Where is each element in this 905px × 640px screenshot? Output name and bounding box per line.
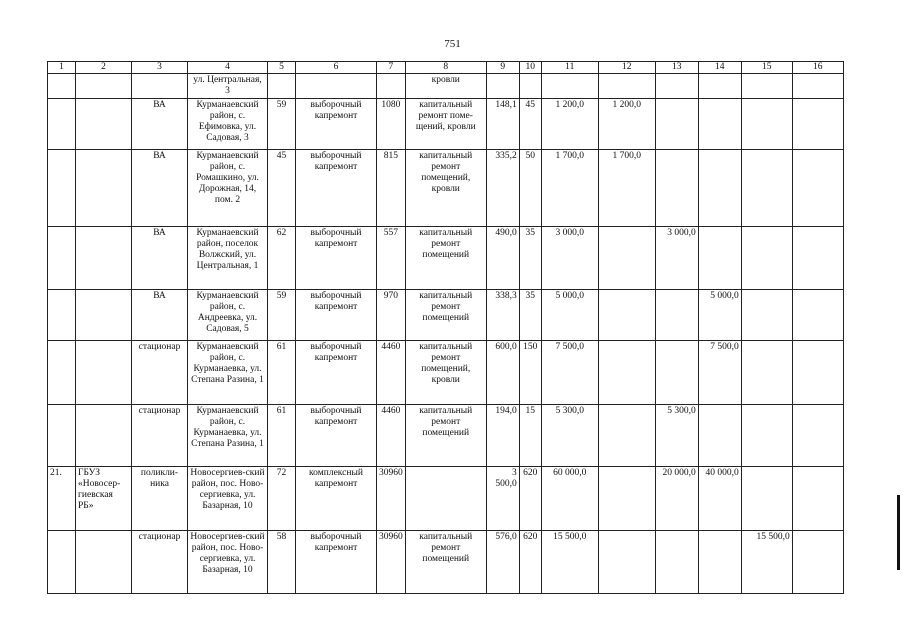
cell-empty xyxy=(132,74,188,99)
cell-address: Курманаевский район, с. Андреевка, ул. Садовая, 5 xyxy=(188,290,268,341)
scan-edge-mark xyxy=(897,495,900,570)
cell-total: 7 500,0 xyxy=(541,341,598,405)
cell-address: Курманаевский район, с. Курманаевка, ул. Степана Разина, 1 xyxy=(188,341,268,405)
cell-object-type: ВА xyxy=(132,290,188,341)
table-row xyxy=(48,150,844,227)
cell-2025 xyxy=(655,531,698,594)
cell-total: 3 000,0 xyxy=(541,227,598,290)
cell-empty xyxy=(76,74,132,99)
cell-2025: 5 300,0 xyxy=(655,405,698,467)
cell-work-type: капитальный ремонт помещений xyxy=(405,531,486,594)
cell-work-type: капитальный ремонт помещений xyxy=(405,405,486,467)
cell-total: 60 000,0 xyxy=(541,467,598,531)
cell-2026: 40 000,0 xyxy=(698,467,741,531)
cell-area: 30960 xyxy=(377,467,406,531)
cell-repair-type: выборочный капремонт xyxy=(296,405,377,467)
header-row xyxy=(48,62,844,74)
cell-empty xyxy=(296,74,377,99)
cell-volume: 3 500,0 xyxy=(486,467,519,531)
table-body xyxy=(48,62,844,594)
cell-object-type: поликли-ника xyxy=(132,467,188,531)
cell-area: 30960 xyxy=(377,531,406,594)
cell-volume: 148,1 xyxy=(486,99,519,150)
cell-index: 21. xyxy=(48,467,76,531)
cell-wear: 72 xyxy=(268,467,296,531)
cell-2025 xyxy=(655,290,698,341)
header-cell: 3 xyxy=(132,62,188,74)
cell-2025 xyxy=(655,341,698,405)
cell-area: 970 xyxy=(377,290,406,341)
cell-object-type: стационар xyxy=(132,341,188,405)
cell-work-type: капитальный ремонт поме-щений, кровли xyxy=(405,99,486,150)
cell-total: 5 300,0 xyxy=(541,405,598,467)
cell-institution xyxy=(76,99,132,150)
cell-area: 1080 xyxy=(377,99,406,150)
header-cell: 4 xyxy=(188,62,268,74)
cell-volume: 600,0 xyxy=(486,341,519,405)
cell-index xyxy=(48,150,76,227)
cell-area: 557 xyxy=(377,227,406,290)
cell-2027 xyxy=(741,99,792,150)
page-number: 751 xyxy=(444,38,461,50)
cell-volume: 335,2 xyxy=(486,150,519,227)
cell-repair-type: выборочный капремонт xyxy=(296,290,377,341)
cell-object-type: ВА xyxy=(132,227,188,290)
cell-beds: 35 xyxy=(519,227,541,290)
cell-volume: 194,0 xyxy=(486,405,519,467)
cell-2028 xyxy=(792,290,843,341)
cell-index xyxy=(48,99,76,150)
table-row xyxy=(48,227,844,290)
cell-2028 xyxy=(792,531,843,594)
cell-repair-type: выборочный капремонт xyxy=(296,227,377,290)
cell-work-type: кровли xyxy=(405,74,486,99)
cell-object-type: стационар xyxy=(132,531,188,594)
cell-beds: 50 xyxy=(519,150,541,227)
header-cell: 5 xyxy=(268,62,296,74)
cell-address: Курманаевский район, с. Ромашкино, ул. Дорожная, 14, пом. 2 xyxy=(188,150,268,227)
cell-work-type: капитальный ремонт помещений xyxy=(405,227,486,290)
cell-beds: 45 xyxy=(519,99,541,150)
cell-2024 xyxy=(598,467,655,531)
cell-beds: 620 xyxy=(519,467,541,531)
cell-empty xyxy=(519,74,541,99)
cell-2026: 7 500,0 xyxy=(698,341,741,405)
cell-wear: 61 xyxy=(268,341,296,405)
cell-address: Курманаевский район, поселок Волжский, ул. Центральная, 1 xyxy=(188,227,268,290)
cell-2026 xyxy=(698,227,741,290)
cell-area: 4460 xyxy=(377,405,406,467)
cell-2028 xyxy=(792,227,843,290)
cell-object-type: ВА xyxy=(132,150,188,227)
header-cell: 10 xyxy=(519,62,541,74)
cell-address: Курманаевский район, с. Ефимовка, ул. Садовая, 3 xyxy=(188,99,268,150)
cell-address: ул. Центральная, 3 xyxy=(188,74,268,99)
cell-2025 xyxy=(655,150,698,227)
cell-wear: 59 xyxy=(268,290,296,341)
cell-2024 xyxy=(598,290,655,341)
cell-empty xyxy=(698,74,741,99)
cell-wear: 58 xyxy=(268,531,296,594)
cell-2027 xyxy=(741,227,792,290)
header-cell: 13 xyxy=(655,62,698,74)
header-cell: 14 xyxy=(698,62,741,74)
cell-empty xyxy=(377,74,406,99)
table-row xyxy=(48,290,844,341)
cell-index xyxy=(48,405,76,467)
cell-work-type: капитальный ремонт помещений, кровли xyxy=(405,150,486,227)
cell-volume: 490,0 xyxy=(486,227,519,290)
cell-wear: 62 xyxy=(268,227,296,290)
cell-repair-type: выборочный капремонт xyxy=(296,531,377,594)
table-row xyxy=(48,405,844,467)
cell-area: 4460 xyxy=(377,341,406,405)
cell-index xyxy=(48,290,76,341)
header-cell: 1 xyxy=(48,62,76,74)
cell-institution xyxy=(76,531,132,594)
cell-2025: 20 000,0 xyxy=(655,467,698,531)
cell-index xyxy=(48,531,76,594)
cell-2024 xyxy=(598,531,655,594)
cell-total: 15 500,0 xyxy=(541,531,598,594)
cell-institution xyxy=(76,405,132,467)
cell-total: 5 000,0 xyxy=(541,290,598,341)
cell-2028 xyxy=(792,467,843,531)
cell-2026 xyxy=(698,150,741,227)
cell-2027 xyxy=(741,150,792,227)
header-cell: 8 xyxy=(405,62,486,74)
cell-2024 xyxy=(598,227,655,290)
cell-2027 xyxy=(741,290,792,341)
cell-volume: 338,3 xyxy=(486,290,519,341)
cell-2027 xyxy=(741,467,792,531)
cell-2025 xyxy=(655,99,698,150)
cell-institution xyxy=(76,341,132,405)
header-cell: 9 xyxy=(486,62,519,74)
cell-address: Курманаевский район, с. Курманаевка, ул. Степана Разина, 1 xyxy=(188,405,268,467)
cell-index xyxy=(48,227,76,290)
cell-repair-type: выборочный капремонт xyxy=(296,150,377,227)
cell-empty xyxy=(655,74,698,99)
cell-repair-type: комплексный капремонт xyxy=(296,467,377,531)
cell-2024 xyxy=(598,341,655,405)
cell-repair-type: выборочный капремонт xyxy=(296,99,377,150)
cell-2024 xyxy=(598,405,655,467)
cell-work-type: капитальный ремонт помещений, кровли xyxy=(405,341,486,405)
cell-institution: ГБУЗ «Новосер-гиевская РБ» xyxy=(76,467,132,531)
header-cell: 6 xyxy=(296,62,377,74)
cell-2024: 1 200,0 xyxy=(598,99,655,150)
table-row xyxy=(48,341,844,405)
cell-2026 xyxy=(698,531,741,594)
cell-total: 1 700,0 xyxy=(541,150,598,227)
cell-repair-type: выборочный капремонт xyxy=(296,341,377,405)
cell-2028 xyxy=(792,341,843,405)
header-cell: 2 xyxy=(76,62,132,74)
cell-beds: 620 xyxy=(519,531,541,594)
cell-object-type: стационар xyxy=(132,405,188,467)
cell-empty xyxy=(48,74,76,99)
cell-volume: 576,0 xyxy=(486,531,519,594)
cell-2024: 1 700,0 xyxy=(598,150,655,227)
table-row xyxy=(48,467,844,531)
header-cell: 7 xyxy=(377,62,406,74)
cell-2028 xyxy=(792,99,843,150)
cell-beds: 35 xyxy=(519,290,541,341)
cell-2026 xyxy=(698,99,741,150)
cell-wear: 61 xyxy=(268,405,296,467)
cell-beds: 15 xyxy=(519,405,541,467)
cell-wear: 45 xyxy=(268,150,296,227)
header-cell: 16 xyxy=(792,62,843,74)
cell-wear: 59 xyxy=(268,99,296,150)
cell-area: 815 xyxy=(377,150,406,227)
continuation-row xyxy=(48,74,844,99)
cell-address: Новосергиев-ский район, пос. Ново-сергиевка, ул. Базарная, 10 xyxy=(188,531,268,594)
cell-work-type: капитальный ремонт помещений xyxy=(405,290,486,341)
cell-total: 1 200,0 xyxy=(541,99,598,150)
table-row xyxy=(48,99,844,150)
data-table xyxy=(47,61,844,594)
cell-institution xyxy=(76,150,132,227)
header-cell: 11 xyxy=(541,62,598,74)
cell-index xyxy=(48,341,76,405)
cell-empty xyxy=(268,74,296,99)
cell-beds: 150 xyxy=(519,341,541,405)
cell-2026: 5 000,0 xyxy=(698,290,741,341)
cell-2027 xyxy=(741,405,792,467)
cell-empty xyxy=(486,74,519,99)
cell-2025: 3 000,0 xyxy=(655,227,698,290)
cell-institution xyxy=(76,290,132,341)
cell-2027: 15 500,0 xyxy=(741,531,792,594)
cell-empty xyxy=(598,74,655,99)
cell-empty xyxy=(792,74,843,99)
table-row xyxy=(48,531,844,594)
cell-institution xyxy=(76,227,132,290)
cell-empty xyxy=(541,74,598,99)
cell-address: Новосергиев-ский район, пос. Ново-сергиевка, ул. Базарная, 10 xyxy=(188,467,268,531)
cell-2026 xyxy=(698,405,741,467)
cell-object-type: ВА xyxy=(132,99,188,150)
cell-empty xyxy=(741,74,792,99)
header-cell: 15 xyxy=(741,62,792,74)
cell-2028 xyxy=(792,150,843,227)
cell-work-type xyxy=(405,467,486,531)
header-cell: 12 xyxy=(598,62,655,74)
cell-2028 xyxy=(792,405,843,467)
cell-2027 xyxy=(741,341,792,405)
